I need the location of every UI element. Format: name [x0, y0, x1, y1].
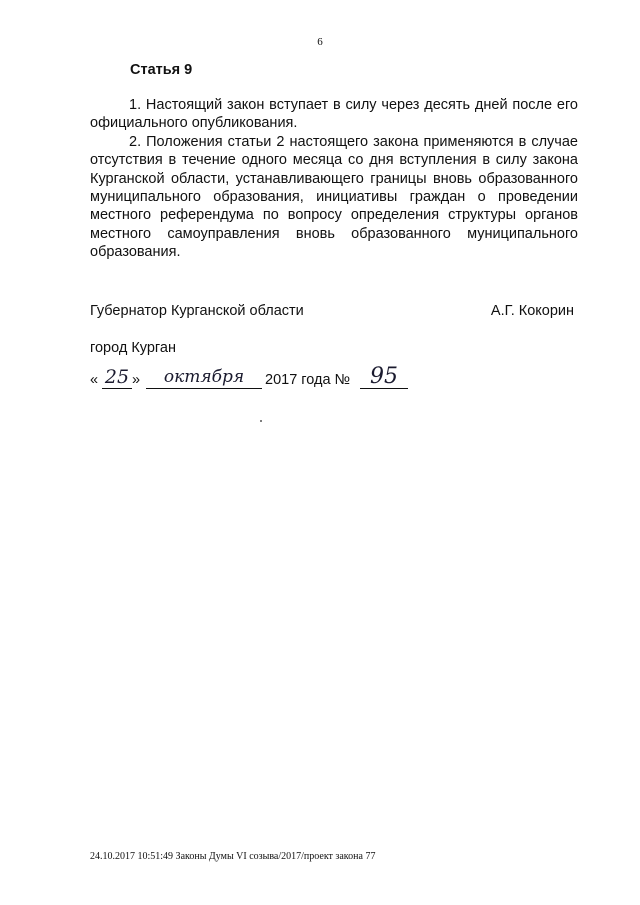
handwritten-law-number: 95	[360, 366, 408, 389]
handwritten-day: 25	[102, 366, 132, 389]
stray-mark	[260, 420, 262, 422]
page-number: 6	[317, 36, 323, 48]
paragraph-1: 1. Настоящий закон вступает в силу через десять дней после его официального опубликования.	[90, 97, 578, 132]
governor-name: А.Г. Кокорин	[490, 303, 574, 319]
year-label: 2017 года №	[265, 372, 351, 388]
document-footer: 24.10.2017 10:51:49 Законы Думы VI созыва/2017/проект закона 77	[90, 851, 376, 862]
quote-close: »	[132, 372, 141, 388]
date-line	[90, 366, 420, 394]
paragraph-2: 2. Положения статьи 2 настоящего закона применяются в случае отсутствия в течение одного месяца со дня вступления в силу закона Курганской области, устанавливающего границы вновь образованного муниципального образования, инициативы граждан о проведении местного референдума по вопросу определения структуры органов местного самоуправления вновь образованного муниципального образования.	[90, 133, 578, 261]
governor-title: Губернатор Курганской области	[90, 303, 304, 319]
quote-open: «	[90, 372, 99, 388]
article-title: Статья 9	[130, 62, 193, 78]
handwritten-month: октября	[146, 366, 262, 389]
city: город Курган	[90, 340, 176, 356]
article-body	[90, 96, 578, 262]
